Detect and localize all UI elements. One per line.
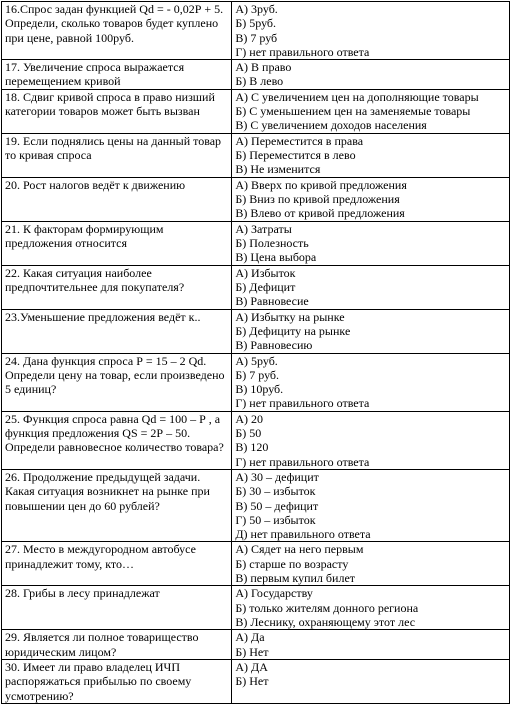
answer-option: Б) Вниз по кривой предложения xyxy=(235,191,400,206)
quiz-table xyxy=(1,1,510,704)
answer-option: В) 120 xyxy=(235,440,269,455)
question-row xyxy=(2,60,510,90)
answer-option: В) Равновесие xyxy=(235,294,309,309)
question-cell xyxy=(2,309,232,353)
question-cell xyxy=(2,469,232,541)
question-row xyxy=(2,630,510,660)
question-row xyxy=(2,309,510,353)
question-row xyxy=(2,469,510,541)
question-text: 28. Грибы в лесу принадлежат xyxy=(5,586,160,601)
answer-option: В) С увеличением доходов населения xyxy=(235,118,427,133)
answer-option: Б) 5руб. xyxy=(235,16,277,31)
question-text: 24. Дана функция спроса Р = 15 – 2 Qd. Определи цену на товар, если произведено 5 единиц? xyxy=(5,353,225,397)
question-text: 25. Функция спроса равна Qd = 100 – Р , а функция предложения QS = 2Р – 50. Определи равновесное количество товара? xyxy=(5,411,224,455)
question-cell xyxy=(2,542,232,586)
question-cell xyxy=(2,586,232,630)
answer-option: А) В право xyxy=(235,60,292,75)
answer-option: В) Цена выбора xyxy=(235,250,317,265)
question-row xyxy=(2,353,510,411)
question-text: 22. Какая ситуация наиболее предпочтительнее для покупателя? xyxy=(5,265,185,294)
answer-option: Б) В лево xyxy=(235,74,284,89)
question-text: 30. Имеет ли право владелец ИЧП распоряжаться прибылью по своему усмотрению? xyxy=(5,660,192,703)
answer-option: А) Избытку на рынке xyxy=(235,309,345,324)
answer-option: Г) нет правильного ответа xyxy=(235,396,370,411)
question-row xyxy=(2,221,510,265)
answer-option: Б) Дефициту на рынке xyxy=(235,323,351,338)
answers-cell xyxy=(232,411,510,469)
answer-option: Б) Нет xyxy=(235,674,269,689)
question-text: 17. Увеличение спроса выражается перемещением кривой xyxy=(5,60,185,89)
answer-option: В) 10руб. xyxy=(235,382,284,397)
answers-cell xyxy=(232,177,510,221)
answer-option: В) первым купил билет xyxy=(235,571,356,586)
question-row xyxy=(2,660,510,704)
answers-cell xyxy=(232,265,510,309)
answer-option: А) 30 – дефицит xyxy=(235,469,319,484)
answer-option: Д) нет правильного ответа xyxy=(235,527,371,542)
question-row xyxy=(2,2,510,60)
question-cell xyxy=(2,89,232,133)
question-row xyxy=(2,586,510,630)
answer-option: В) Не изменится xyxy=(235,162,321,177)
question-text: 26. Продолжение предыдущей задачи. Какая ситуация возникнет на рынке при повышении цен до 60 рублей? xyxy=(5,469,210,513)
quiz-table-body xyxy=(2,2,510,704)
answer-option: В) Влево от кривой предложения xyxy=(235,206,405,221)
answer-option: Б) 50 xyxy=(235,426,262,441)
question-row xyxy=(2,133,510,177)
question-text: 21. К факторам формирующим предложения относится xyxy=(5,221,164,250)
answer-option: А) Затраты xyxy=(235,221,292,236)
answer-option: А) ДА xyxy=(235,660,268,675)
answer-option: А) Сядет на него первым xyxy=(235,542,364,557)
answer-option: В) Леснику, охраняющему этот лес xyxy=(235,615,416,630)
answer-option: В) Равновесию xyxy=(235,338,313,353)
answers-cell xyxy=(232,469,510,541)
answer-option: А) Избыток xyxy=(235,265,296,280)
question-row xyxy=(2,542,510,586)
question-cell xyxy=(2,177,232,221)
answers-cell xyxy=(232,221,510,265)
question-row xyxy=(2,411,510,469)
question-text: 20. Рост налогов ведёт к движению xyxy=(5,177,186,192)
question-text: 19. Если поднялись цены на данный товар то кривая спроса xyxy=(5,133,222,162)
question-text: 16.Спрос задан функцией Qd = - 0,02Р + 5. Определи, сколько товаров будет куплено при цене, равной 100руб. xyxy=(5,2,224,45)
answer-option: А) 5руб. xyxy=(235,353,278,368)
answer-option: А) 3руб. xyxy=(235,2,278,16)
answer-option: В) 7 руб xyxy=(235,30,278,45)
answer-option: А) С увеличением цен на дополняющие товары xyxy=(235,89,479,104)
question-text: 29. Является ли полное товарищество юридическим лицом? xyxy=(5,630,199,659)
answer-option: А) Да xyxy=(235,630,265,645)
answer-option: Б) 7 руб. xyxy=(235,367,280,382)
answers-cell xyxy=(232,586,510,630)
answer-option: Б) только жителям донного региона xyxy=(235,600,419,615)
question-text: 18. Сдвиг кривой спроса в право низший категории товаров может быть вызван xyxy=(5,89,215,119)
question-row xyxy=(2,177,510,221)
answer-option: А) Переместится в права xyxy=(235,133,364,148)
answers-cell xyxy=(232,542,510,586)
question-cell xyxy=(2,133,232,177)
answer-option: Г) нет правильного ответа xyxy=(235,44,370,59)
answers-cell xyxy=(232,630,510,660)
answer-option: В) 50 – дефицит xyxy=(235,498,319,513)
question-cell xyxy=(2,411,232,469)
answer-option: А) Государству xyxy=(235,586,313,601)
question-row xyxy=(2,265,510,309)
answers-cell xyxy=(232,89,510,133)
question-cell xyxy=(2,660,232,704)
question-row xyxy=(2,89,510,133)
answers-cell xyxy=(232,133,510,177)
answer-option: Г) нет правильного ответа xyxy=(235,454,370,469)
answers-cell xyxy=(232,2,510,60)
answer-option: Б) Переместится в лево xyxy=(235,147,356,162)
question-cell xyxy=(2,630,232,660)
question-text: 27. Место в междугородном автобусе принадлежит тому, кто… xyxy=(5,542,196,571)
question-cell xyxy=(2,265,232,309)
answer-option: Г) 50 – избыток xyxy=(235,512,316,527)
question-cell xyxy=(2,353,232,411)
question-text: 23.Уменьшение предложения ведёт к.. xyxy=(5,309,201,324)
answer-option: Б) 30 – избыток xyxy=(235,484,316,499)
answers-cell xyxy=(232,309,510,353)
answers-cell xyxy=(232,60,510,90)
answer-option: Б) старше по возрасту xyxy=(235,556,349,571)
question-cell xyxy=(2,60,232,90)
question-cell xyxy=(2,221,232,265)
answers-cell xyxy=(232,353,510,411)
answer-option: Б) Дефицит xyxy=(235,279,296,294)
answer-option: Б) С уменьшением цен на заменяемые товары xyxy=(235,104,471,119)
answers-cell xyxy=(232,660,510,704)
answer-option: А) 20 xyxy=(235,411,264,426)
answer-option: Б) Полезность xyxy=(235,235,309,250)
question-cell xyxy=(2,2,232,60)
answer-option: Б) Нет xyxy=(235,644,269,659)
answer-option: А) Вверх по кривой предложения xyxy=(235,177,407,192)
